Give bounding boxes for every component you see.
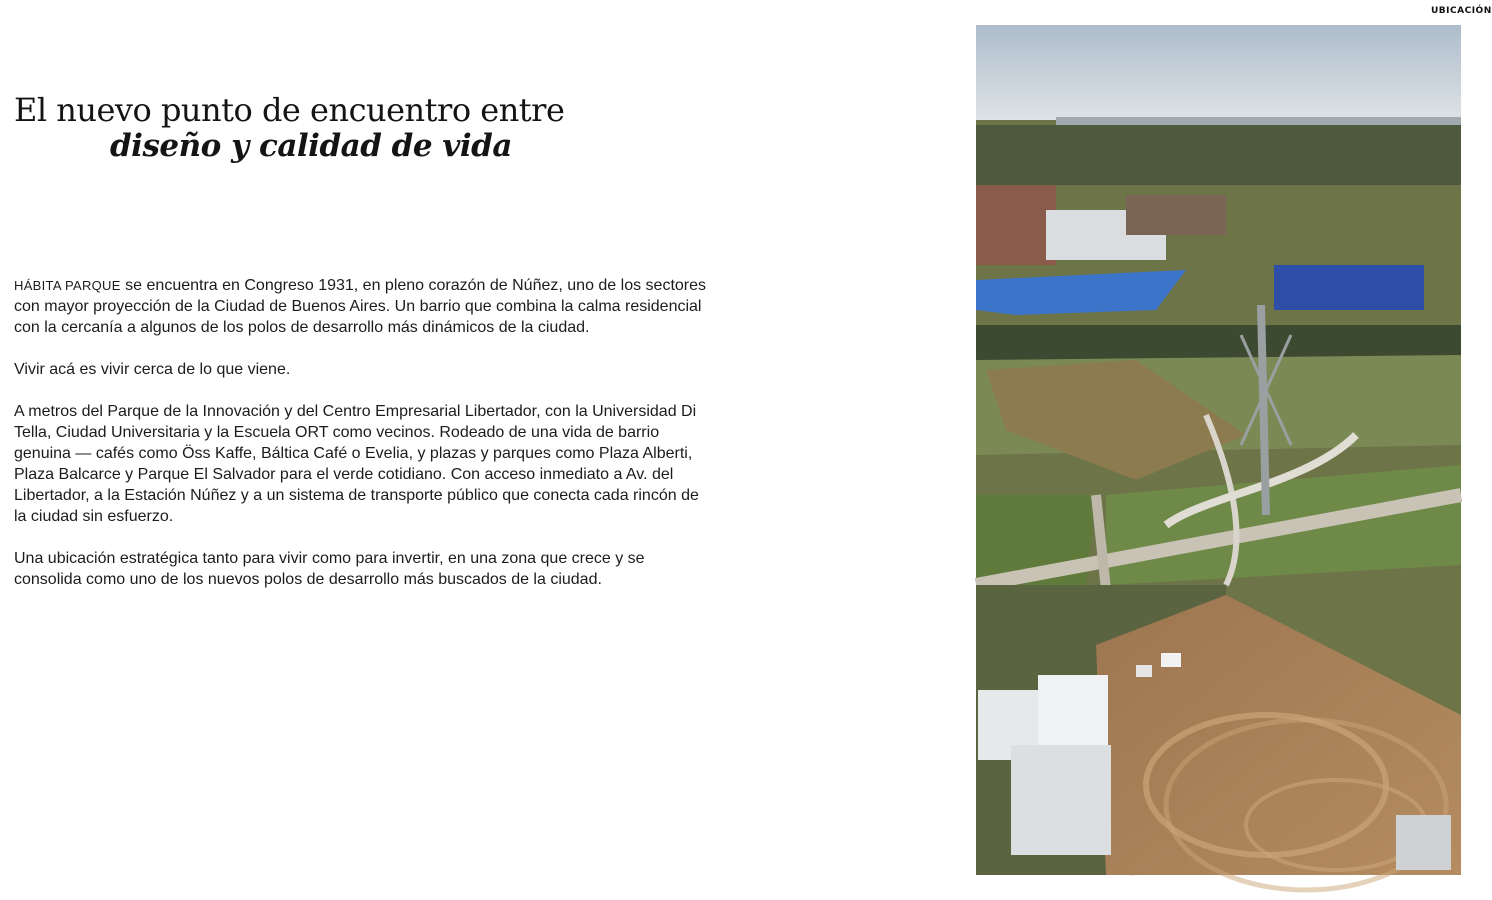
blue-building [1274, 265, 1424, 310]
aerial-photo [976, 25, 1461, 875]
container-2 [1038, 675, 1108, 745]
paragraph-surroundings: A metros del Parque de la Innovación y del Centro Empresarial Libertador, con la Universidad Di Tella, Ciudad Universitaria y la Escuela ORT como vecinos. Rodeado de una vida de barrio genuina — cafés como Öss Kaffe, Báltica Café o Evelia, y plazas y parques como Plaza Alberti, Plaza Balcarce y Parque El Salvador para el verde cotidiano. Con acceso inmediato a Av. del Libertador, a la Estación Núñez y a un sistema de transporte público que conecta cada rincón de la ciudad sin esfuerzo. [14, 403, 699, 525]
headline-line-2: diseño y calidad de vida [110, 128, 512, 164]
description-text [14, 275, 714, 611]
tower-structure [1261, 305, 1266, 515]
headline-line-1: El nuevo punto de encuentro entre [14, 91, 565, 129]
container-3 [1011, 745, 1111, 855]
paragraph-investment: Una ubicación estratégica tanto para vivir como para invertir, en una zona que crece y se consolida como uno de los nuevos polos de desarrollo más buscados de la ciudad. [14, 550, 645, 588]
brand-name: HÁBITA PARQUE [14, 278, 121, 293]
paragraph-location [14, 275, 714, 338]
page-headline [14, 92, 574, 164]
sky [976, 25, 1461, 120]
section-label: UBICACIÓN [1431, 6, 1492, 16]
paragraph-tagline: Vivir acá es vivir cerca de lo que viene. [14, 361, 291, 378]
paragraph-location-text: se encuentra en Congreso 1931, en pleno corazón de Núñez, uno de los sectores con mayor proyección de la Ciudad de Buenos Aires. Un barrio que combina la calma residencial con la cercanía a algunos de los polos de desarrollo más dinámicos de la ciudad. [14, 277, 707, 336]
